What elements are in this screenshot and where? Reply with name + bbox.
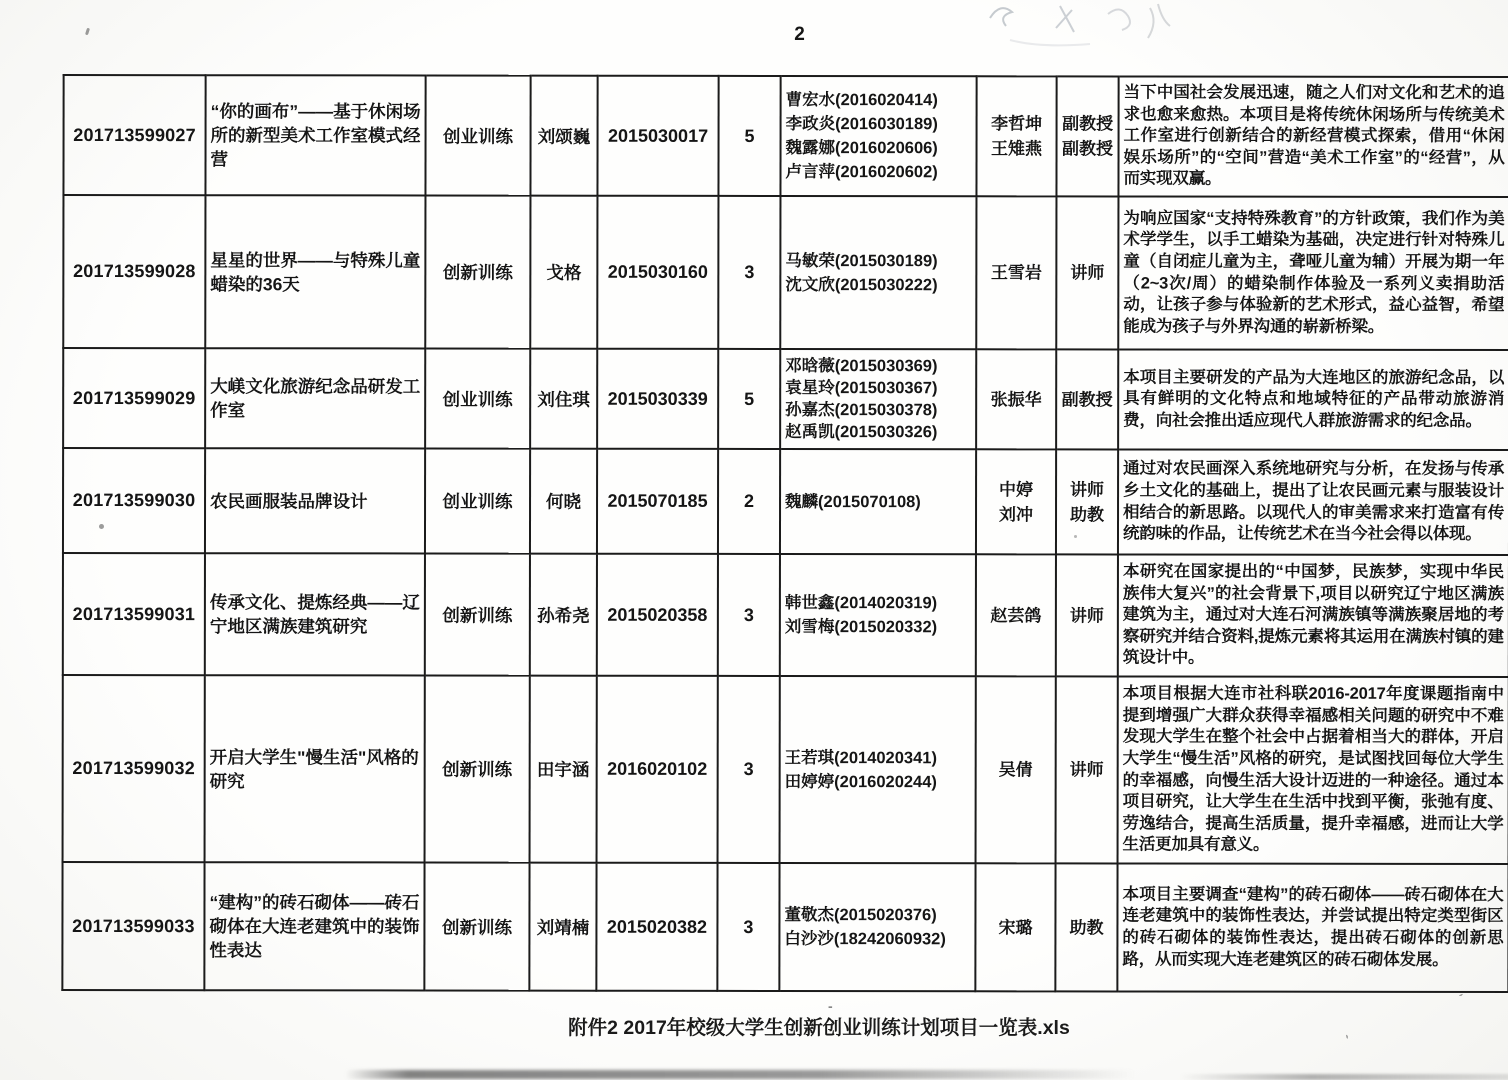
cell-project-id: 201713599027 xyxy=(63,75,205,195)
project-row xyxy=(63,75,1508,197)
cell-leader-name: 孙希尧 xyxy=(530,554,597,676)
cell-members: 王若琪(2014020341) 田婷婷(2016020244) xyxy=(780,676,976,863)
cell-advisor-title: 助教 xyxy=(1055,863,1117,991)
cell-project-id: 201713599031 xyxy=(63,553,205,675)
cell-project-title: “你的画布”——基于休闲场所的新型美术工作室模式经营 xyxy=(205,75,425,195)
cell-member-count: 5 xyxy=(718,76,780,196)
cell-members: 董敬杰(2015020376) 白沙沙(18242060932) xyxy=(779,863,975,991)
cell-leader-name: 何晓 xyxy=(530,449,597,554)
cell-advisor: 王雪岩 xyxy=(976,196,1056,349)
cell-leader-name: 戈格 xyxy=(530,196,597,349)
cell-project-type: 创新训练 xyxy=(425,553,530,675)
cell-advisor-title: 讲师 xyxy=(1056,554,1118,676)
cell-advisor-title: 讲师 xyxy=(1056,196,1118,349)
cell-advisor: 吴倩 xyxy=(976,676,1056,863)
cell-leader-name: 刘颂巍 xyxy=(530,76,597,196)
project-row xyxy=(63,348,1508,450)
cell-member-count: 3 xyxy=(717,863,779,991)
cell-description: 本项目主要研发的产品为大连地区的旅游纪念品，以具有鲜明的文化特点和地域特征的产品带动旅游消费，向社会推出适应现代人群旅游需求的纪念品。 xyxy=(1118,349,1508,450)
cell-members: 韩世鑫(2014020319) 刘雪梅(2015020332) xyxy=(780,554,976,676)
cell-leader-id: 2015070185 xyxy=(597,449,718,554)
project-row xyxy=(63,448,1508,555)
cell-project-title: 农民画服装品牌设计 xyxy=(205,448,425,553)
cell-description: 通过对农民画深入系统地研究与分析，在发扬与传承乡土文化的基础上，提出了让农民画元素与服装设计相结合的新思路。以现代人的审美需求来打造富有传统韵味的作品，让传统艺术在当今社会得以体现。 xyxy=(1118,449,1508,555)
cell-members: 曹宏水(2016020414) 李政炎(2016030189) 魏露娜(2016020606) 卢言萍(2016020602) xyxy=(780,76,976,196)
cell-project-title: 大嵄文化旅游纪念品研发工作室 xyxy=(205,348,425,448)
cell-project-type: 创业训练 xyxy=(425,448,530,553)
cell-project-type: 创业训练 xyxy=(425,348,530,448)
cell-members: 马敏荣(2015030189) 沈文欣(2015030222) xyxy=(780,196,976,349)
cell-advisor: 宋璐 xyxy=(975,863,1055,991)
cell-member-count: 3 xyxy=(718,554,780,676)
cell-project-id: 201713599028 xyxy=(63,195,205,348)
cell-advisor-title: 讲师 xyxy=(1056,676,1118,863)
cell-leader-id: 2015020382 xyxy=(596,863,717,991)
cell-members: 邓晗薇(2015030369) 袁星玲(2015030367) 孙嘉杰(2015030378) 赵禹凯(2015030326) xyxy=(780,349,976,449)
cell-leader-id: 2015030339 xyxy=(597,349,718,449)
cell-project-title: 星星的世界——与特殊儿童蜡染的36天 xyxy=(205,195,425,348)
project-row xyxy=(63,675,1508,864)
cell-project-type: 创新训练 xyxy=(425,675,530,862)
cell-advisor-title: 讲师 助教 xyxy=(1056,449,1118,554)
cell-advisor: 中婷 刘冲 xyxy=(976,449,1056,554)
cell-advisor: 张振华 xyxy=(976,349,1056,449)
project-row xyxy=(63,195,1508,350)
cell-description: 为响应国家“支持特殊教育”的方针政策，我们作为美术学学生，以手工蜡染为基础，决定进行针对特殊儿童（自闭症儿童为主，聋哑儿童为辅）开展为期一年（2~3次/周）的蜡染制作体验及一系列义卖捐助活动，让孩子参与体验新的艺术形式，益心益智，希望能成为孩子与外界沟通的崭新桥梁。 xyxy=(1118,196,1508,350)
cell-description: 本项目主要调查“建构”的砖石砌体——砖石砌体在大连老建筑中的装饰性表达，并尝试提出特定类型街区的砖石砌体的装饰性表达，提出砖石砌体的创新思路，从而实现大连老建筑区的砖石砌体发展。 xyxy=(1117,863,1508,992)
scan-artifact-mark: ` xyxy=(1449,986,1466,1000)
cell-advisor: 赵芸鸽 xyxy=(976,554,1056,676)
cell-project-id: 201713599032 xyxy=(63,675,205,862)
cell-leader-name: 田宇涵 xyxy=(530,676,597,863)
project-row xyxy=(62,862,1508,992)
project-row xyxy=(63,553,1508,677)
cell-advisor: 李哲坤 王雉燕 xyxy=(976,76,1056,196)
attachment-filename: 附件2 2017年校级大学生创新创业训练计划项目一览表.xls xyxy=(568,1017,1070,1039)
cell-leader-name: 刘住琪 xyxy=(530,349,597,449)
cell-leader-id: 2016020102 xyxy=(597,676,718,863)
cell-leader-name: 刘靖楠 xyxy=(529,863,596,991)
cell-project-type: 创业训练 xyxy=(425,75,530,195)
projects-table xyxy=(61,74,1508,993)
scan-artifact-mark: ` xyxy=(1337,1032,1352,1048)
cell-leader-id: 2015030017 xyxy=(597,76,718,196)
cell-project-title: “建构”的砖石砌体——砖石砌体在大连老建筑中的装饰性表达 xyxy=(204,862,424,990)
cell-member-count: 2 xyxy=(718,449,780,554)
cell-description: 本研究在国家提出的“中国梦，民族梦，实现中华民族伟大复兴”的社会背景下,项目以研究辽宁地区满族建筑为主，通过对大连石河满族镇等满族聚居地的考察研究并结合资料,提炼元素将其运用在满族村镇的建筑设计中。 xyxy=(1118,554,1508,677)
scan-artifact-smudge xyxy=(1180,1074,1508,1080)
cell-project-title: 传承文化、提炼经典——辽宁地区满族建筑研究 xyxy=(205,553,425,675)
cell-project-id: 201713599033 xyxy=(62,862,204,990)
cell-description: 本项目根据大连市社科联2016-2017年度课题指南中提到增强广大群众获得幸福感相关问题的研究中不难发现大学生在整个社会中占据着相当大的群体，开启大学生“慢生活”风格的研究，是试图找回每位大学生的幸福感，向慢生活大设计迈进的一种途径。通过本项目研究，让大学生在生活中找到平衡，张弛有度、劳逸结合，提高生活质量，提升幸福感，进而让大学生活更加具有意义。 xyxy=(1118,676,1508,864)
cell-project-id: 201713599030 xyxy=(63,448,205,553)
cell-advisor-title: 副教授 副教授 xyxy=(1056,76,1118,196)
cell-member-count: 5 xyxy=(718,349,780,449)
cell-members: 魏麟(2015070108) xyxy=(780,449,976,554)
cell-project-type: 创新训练 xyxy=(425,195,530,348)
page-number: 2 xyxy=(794,24,806,45)
scan-artifact-mark: - xyxy=(828,998,833,1014)
cell-member-count: 3 xyxy=(718,676,780,863)
cell-member-count: 3 xyxy=(718,196,780,349)
cell-leader-id: 2015020358 xyxy=(597,554,718,676)
cell-advisor-title: 副教授 xyxy=(1056,349,1118,449)
cell-project-title: 开启大学生"慢生活"风格的研究 xyxy=(205,675,425,862)
cell-project-id: 201713599029 xyxy=(63,348,205,448)
scan-artifact-smudge xyxy=(345,1070,1135,1079)
cell-leader-id: 2015030160 xyxy=(597,196,718,349)
cell-description: 当下中国社会发展迅速，随之人们对文化和艺术的追求也愈来愈热。本项目是将传统休闲场所与传统美术工作室进行创新结合的新经营模式探索，借用“休闲娱乐场所”的“空间”营造“美术工作室”的“经营”，从而实现双赢。 xyxy=(1118,76,1508,197)
cell-project-type: 创新训练 xyxy=(424,862,529,990)
